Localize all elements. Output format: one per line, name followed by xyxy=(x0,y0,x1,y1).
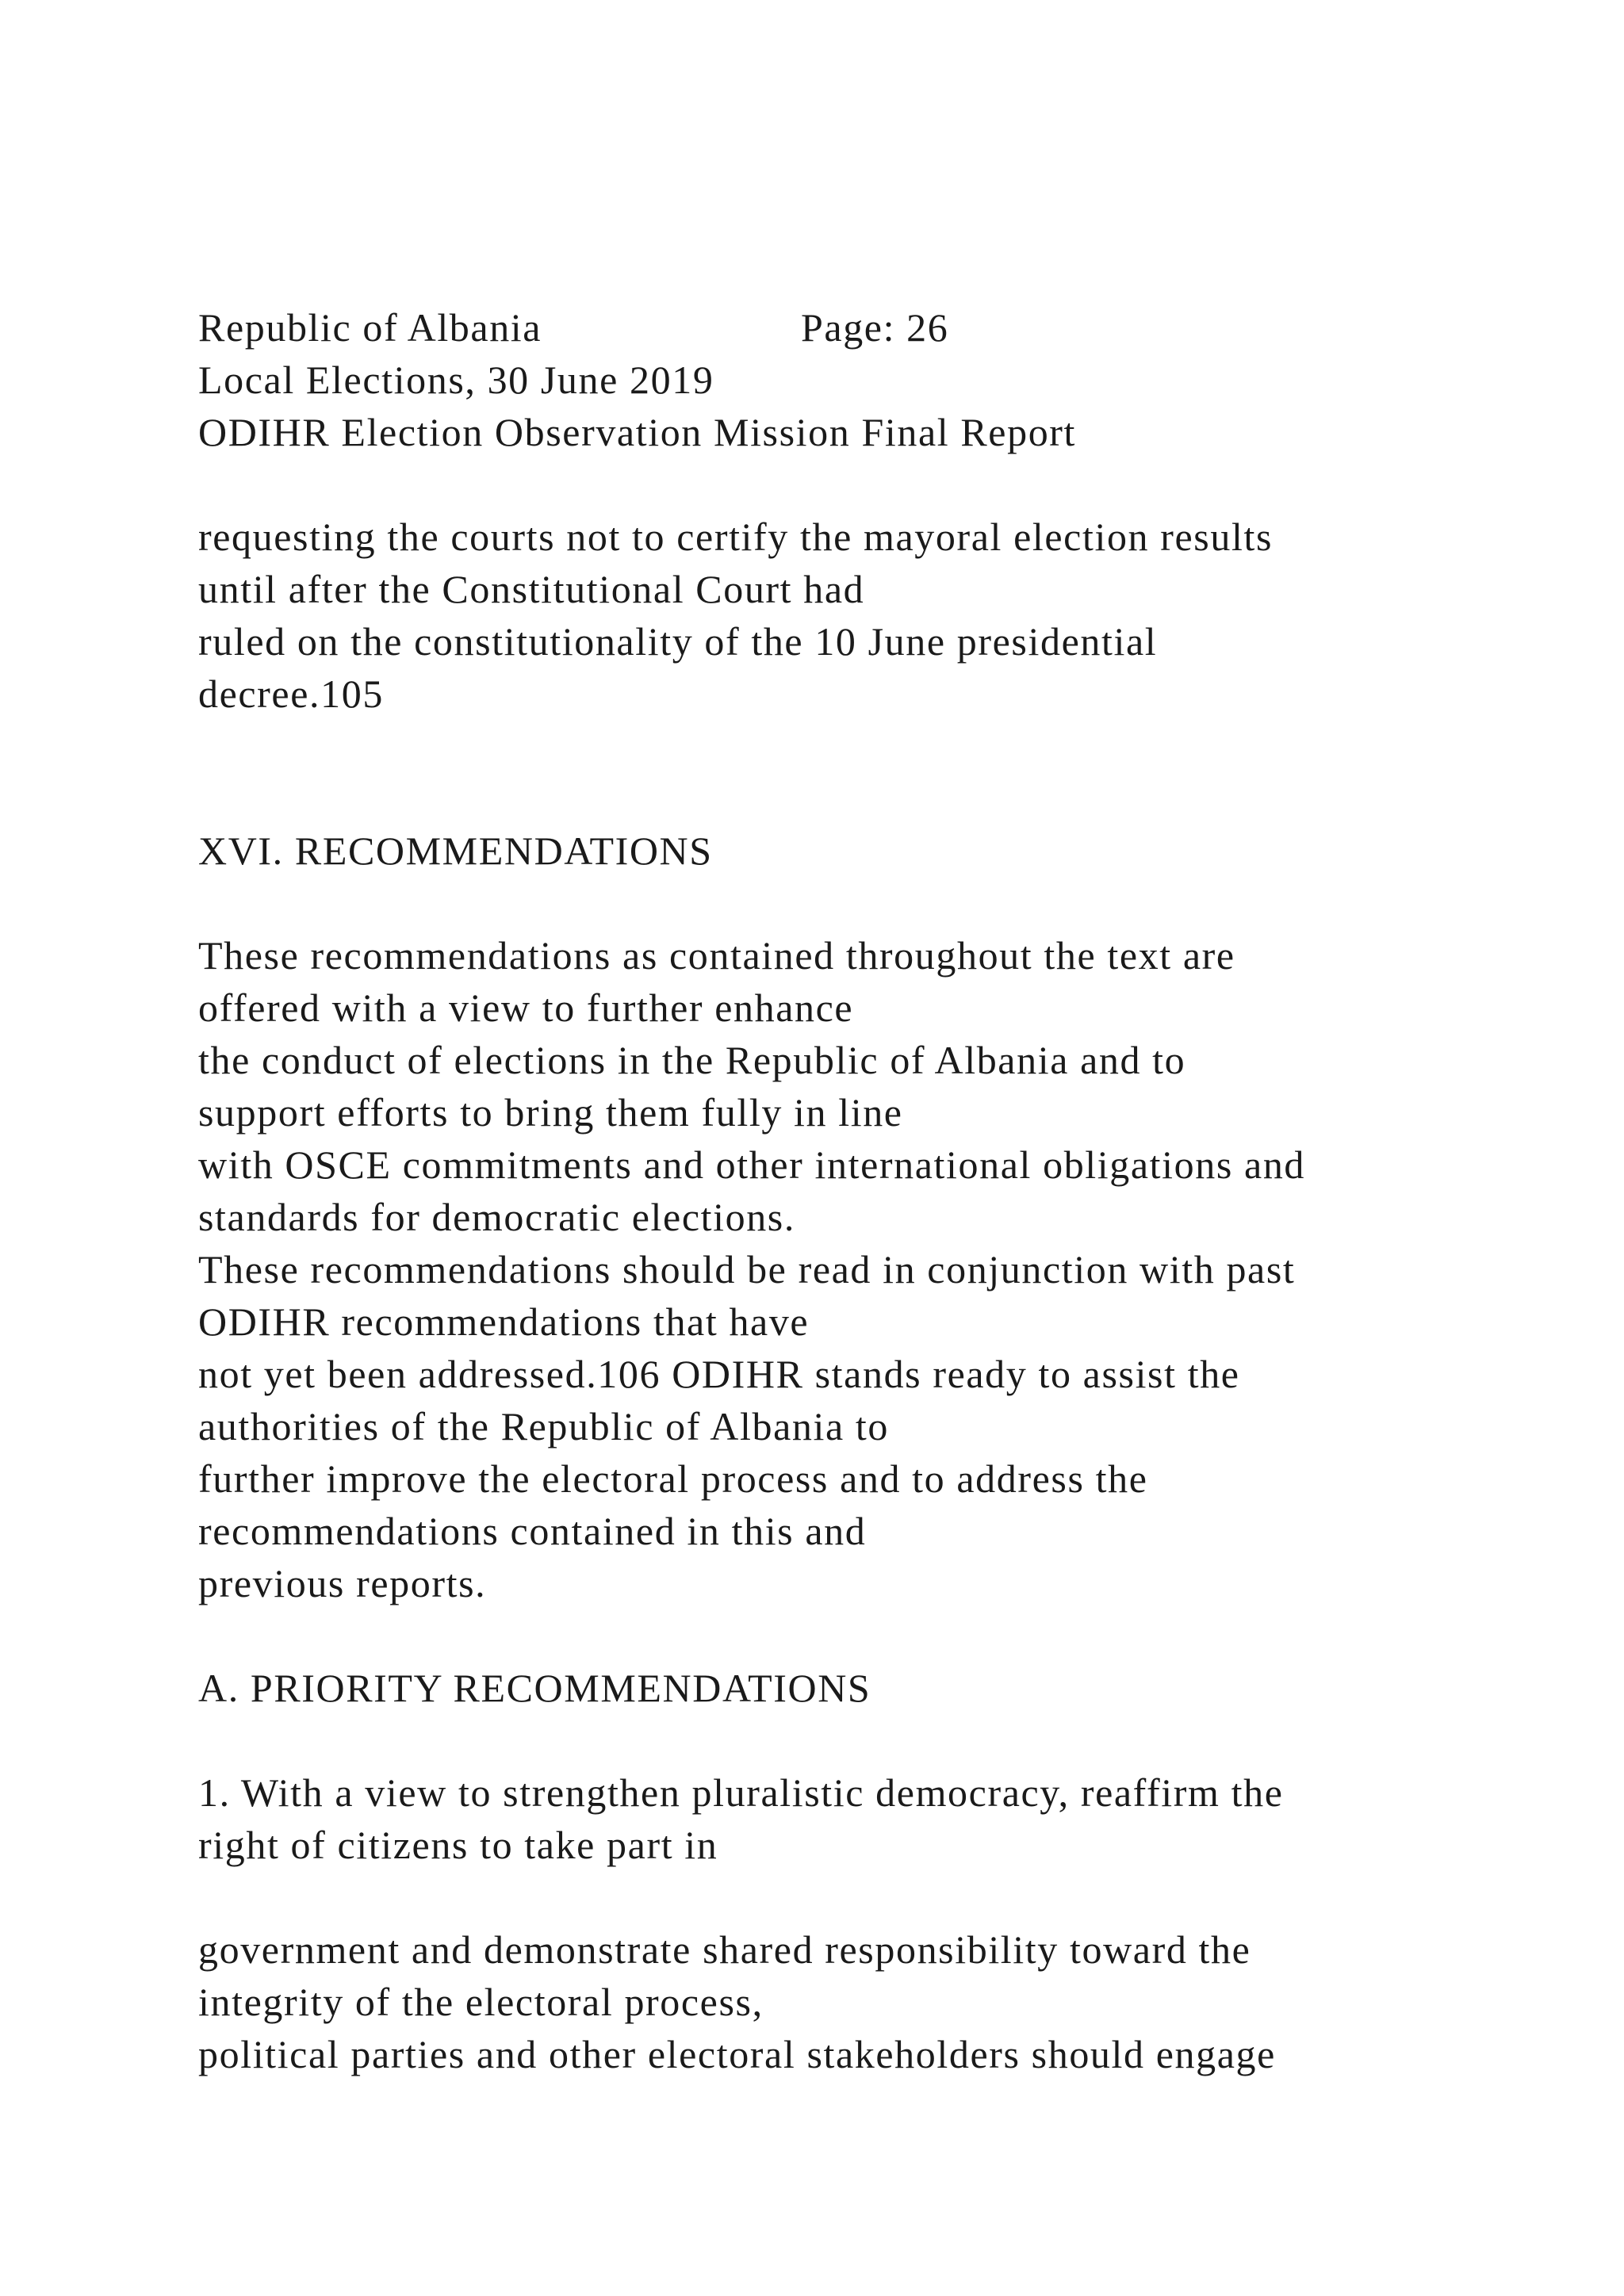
section-heading: XVI. RECOMMENDATIONS xyxy=(198,828,713,873)
body-line: recommendations contained in this and xyxy=(198,1509,867,1553)
header-page-number: Page: 26 xyxy=(801,305,949,350)
body-line: with OSCE commitments and other international obligations and xyxy=(198,1142,1306,1187)
body-line: offered with a view to further enhance xyxy=(198,985,854,1030)
body-line: support efforts to bring them fully in line xyxy=(198,1090,903,1135)
body-line: These recommendations as contained throughout the text are xyxy=(198,933,1235,978)
body-line: authorities of the Republic of Albania to xyxy=(198,1404,889,1448)
recommendation-line: government and demonstrate shared responsibility toward the xyxy=(198,1927,1251,1972)
header-election: Local Elections, 30 June 2019 xyxy=(198,358,714,402)
intro-line: ruled on the constitutionality of the 10 June presidential xyxy=(198,619,1158,664)
subsection-heading: A. PRIORITY RECOMMENDATIONS xyxy=(198,1666,871,1710)
header-report-title: ODIHR Election Observation Mission Final Report xyxy=(198,410,1077,454)
body-line: standards for democratic elections. xyxy=(198,1195,795,1239)
recommendation-line: integrity of the electoral process, xyxy=(198,1980,764,2024)
body-line: further improve the electoral process and to address the xyxy=(198,1456,1148,1501)
intro-line: decree.105 xyxy=(198,672,384,716)
intro-line: requesting the courts not to certify the mayoral election results xyxy=(198,515,1274,559)
recommendation-line: political parties and other electoral stakeholders should engage xyxy=(198,2032,1276,2076)
recommendation-line: right of citizens to take part in xyxy=(198,1823,718,1867)
body-line: the conduct of elections in the Republic of Albania and to xyxy=(198,1038,1186,1082)
body-line: previous reports. xyxy=(198,1561,487,1605)
body-line: These recommendations should be read in conjunction with past xyxy=(198,1247,1296,1292)
body-line: not yet been addressed.106 ODIHR stands ready to assist the xyxy=(198,1352,1240,1396)
recommendation-line: 1. With a view to strengthen pluralistic democracy, reaffirm the xyxy=(198,1770,1284,1815)
header-country: Republic of Albania xyxy=(198,305,542,350)
body-line: ODIHR recommendations that have xyxy=(198,1299,810,1344)
intro-line: until after the Constitutional Court had xyxy=(198,567,865,611)
